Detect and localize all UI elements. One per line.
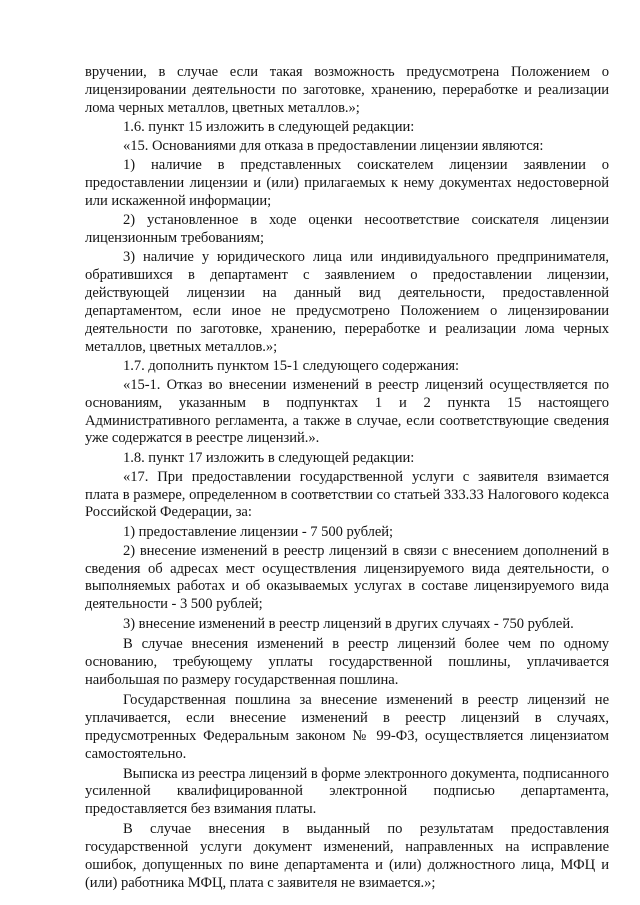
paragraph-item-1-8: 1.8. пункт 17 изложить в следующей редакции: — [123, 449, 415, 466]
paragraph-clause-15-1: «15-1. Отказ во внесении изменений в реестр лицензий осуществляется по основаниям, указанным в подпунктах 1 и 2 пункта 15 настоящего Административного регламента, а также в случае, если соответствующие сведения уже содержатся в реестре лицензий.». — [85, 376, 609, 447]
paragraph-clause-15-sub-1: 1) наличие в представленных соискателем лицензии заявлении о предоставлении лицензии и (или) прилагаемых к нему документах недостоверной или искаженной информации; — [85, 157, 609, 209]
paragraph-clause-15: «15. Основаниями для отказа в предоставлении лицензии являются: — [123, 138, 544, 154]
paragraph-item-1-6: 1.6. пункт 15 изложить в следующей редакции: — [123, 118, 415, 135]
paragraph-registry-extract: Выписка из реестра лицензий в форме электронного документа, подписанного усиленной квалифицированной электронной подписью департамента, предоставляется без взимания платы. — [85, 765, 609, 818]
paragraph-clause-17-sub-2: 2) внесение изменений в реестр лицензий в связи с внесением дополнений в сведения об адресах мест осуществления лицензируемого вида деятельности, о выполняемых работах и об оказываемых услугах в составе лицензируемого вида деятельности - 3 500 рублей; — [85, 542, 609, 613]
paragraph-clause-17-sub-3: 3) внесение изменений в реестр лицензий в других случаях - 750 рублей. — [123, 616, 574, 633]
paragraph-clause-15-sub-3: 3) наличие у юридического лица или индивидуального предпринимателя, обратившихся в департамент с заявлением о предоставлении лицензии, действующей лицензии на данный вид деятельности, предоставленной департаментом, если иное не предусмотрено Положением о лицензировании деятельности по заготовке, хранению, переработке и реализации лома черных металлов, цветных металлов.»; — [85, 249, 609, 355]
paragraph-clause-15-sub-2: 2) установленное в ходе оценки несоответствие соискателя лицензии лицензионным требованиям; — [85, 212, 609, 246]
paragraph-continuation: вручении, в случае если такая возможность предусмотрена Положением о лицензировании деятельности по заготовке, хранению, переработке и реализации лома черных металлов, цветных металлов.»; — [85, 64, 609, 116]
paragraph-clause-17-sub-1: 1) предоставление лицензии - 7 500 рублей; — [123, 523, 394, 540]
document-page — [85, 64, 609, 894]
paragraph-multiple-changes: В случае внесения изменений в реестр лицензий более чем по одному основанию, требующему уплаты государственной пошлины, уплачивается наибольшая по размеру государственная пошлина. — [85, 636, 609, 688]
paragraph-fee-exemption: Государственная пошлина за внесение изменений в реестр лицензий не уплачивается, если внесение изменений в реестр лицензий в случаях, предусмотренных Федеральным законом № 99-ФЗ, осуществляется лицензиатом самостоятельно. — [85, 691, 609, 762]
paragraph-item-1-7: 1.7. дополнить пунктом 15-1 следующего содержания: — [123, 357, 460, 374]
paragraph-clause-17: «17. При предоставлении государственной услуги с заявителя взимается плата в размере, определенном в соответствии со статьей 333.33 Налогового кодекса Российской Федерации, за: — [85, 468, 609, 521]
paragraph-error-correction: В случае внесения в выданный по результатам предоставления государственной услуги документ изменений, направленных на исправление ошибок, допущенных по вине департамента и (или) должностного лица, МФЦ и (или) работника МФЦ, плата с заявителя не взимается.»; — [85, 821, 609, 891]
